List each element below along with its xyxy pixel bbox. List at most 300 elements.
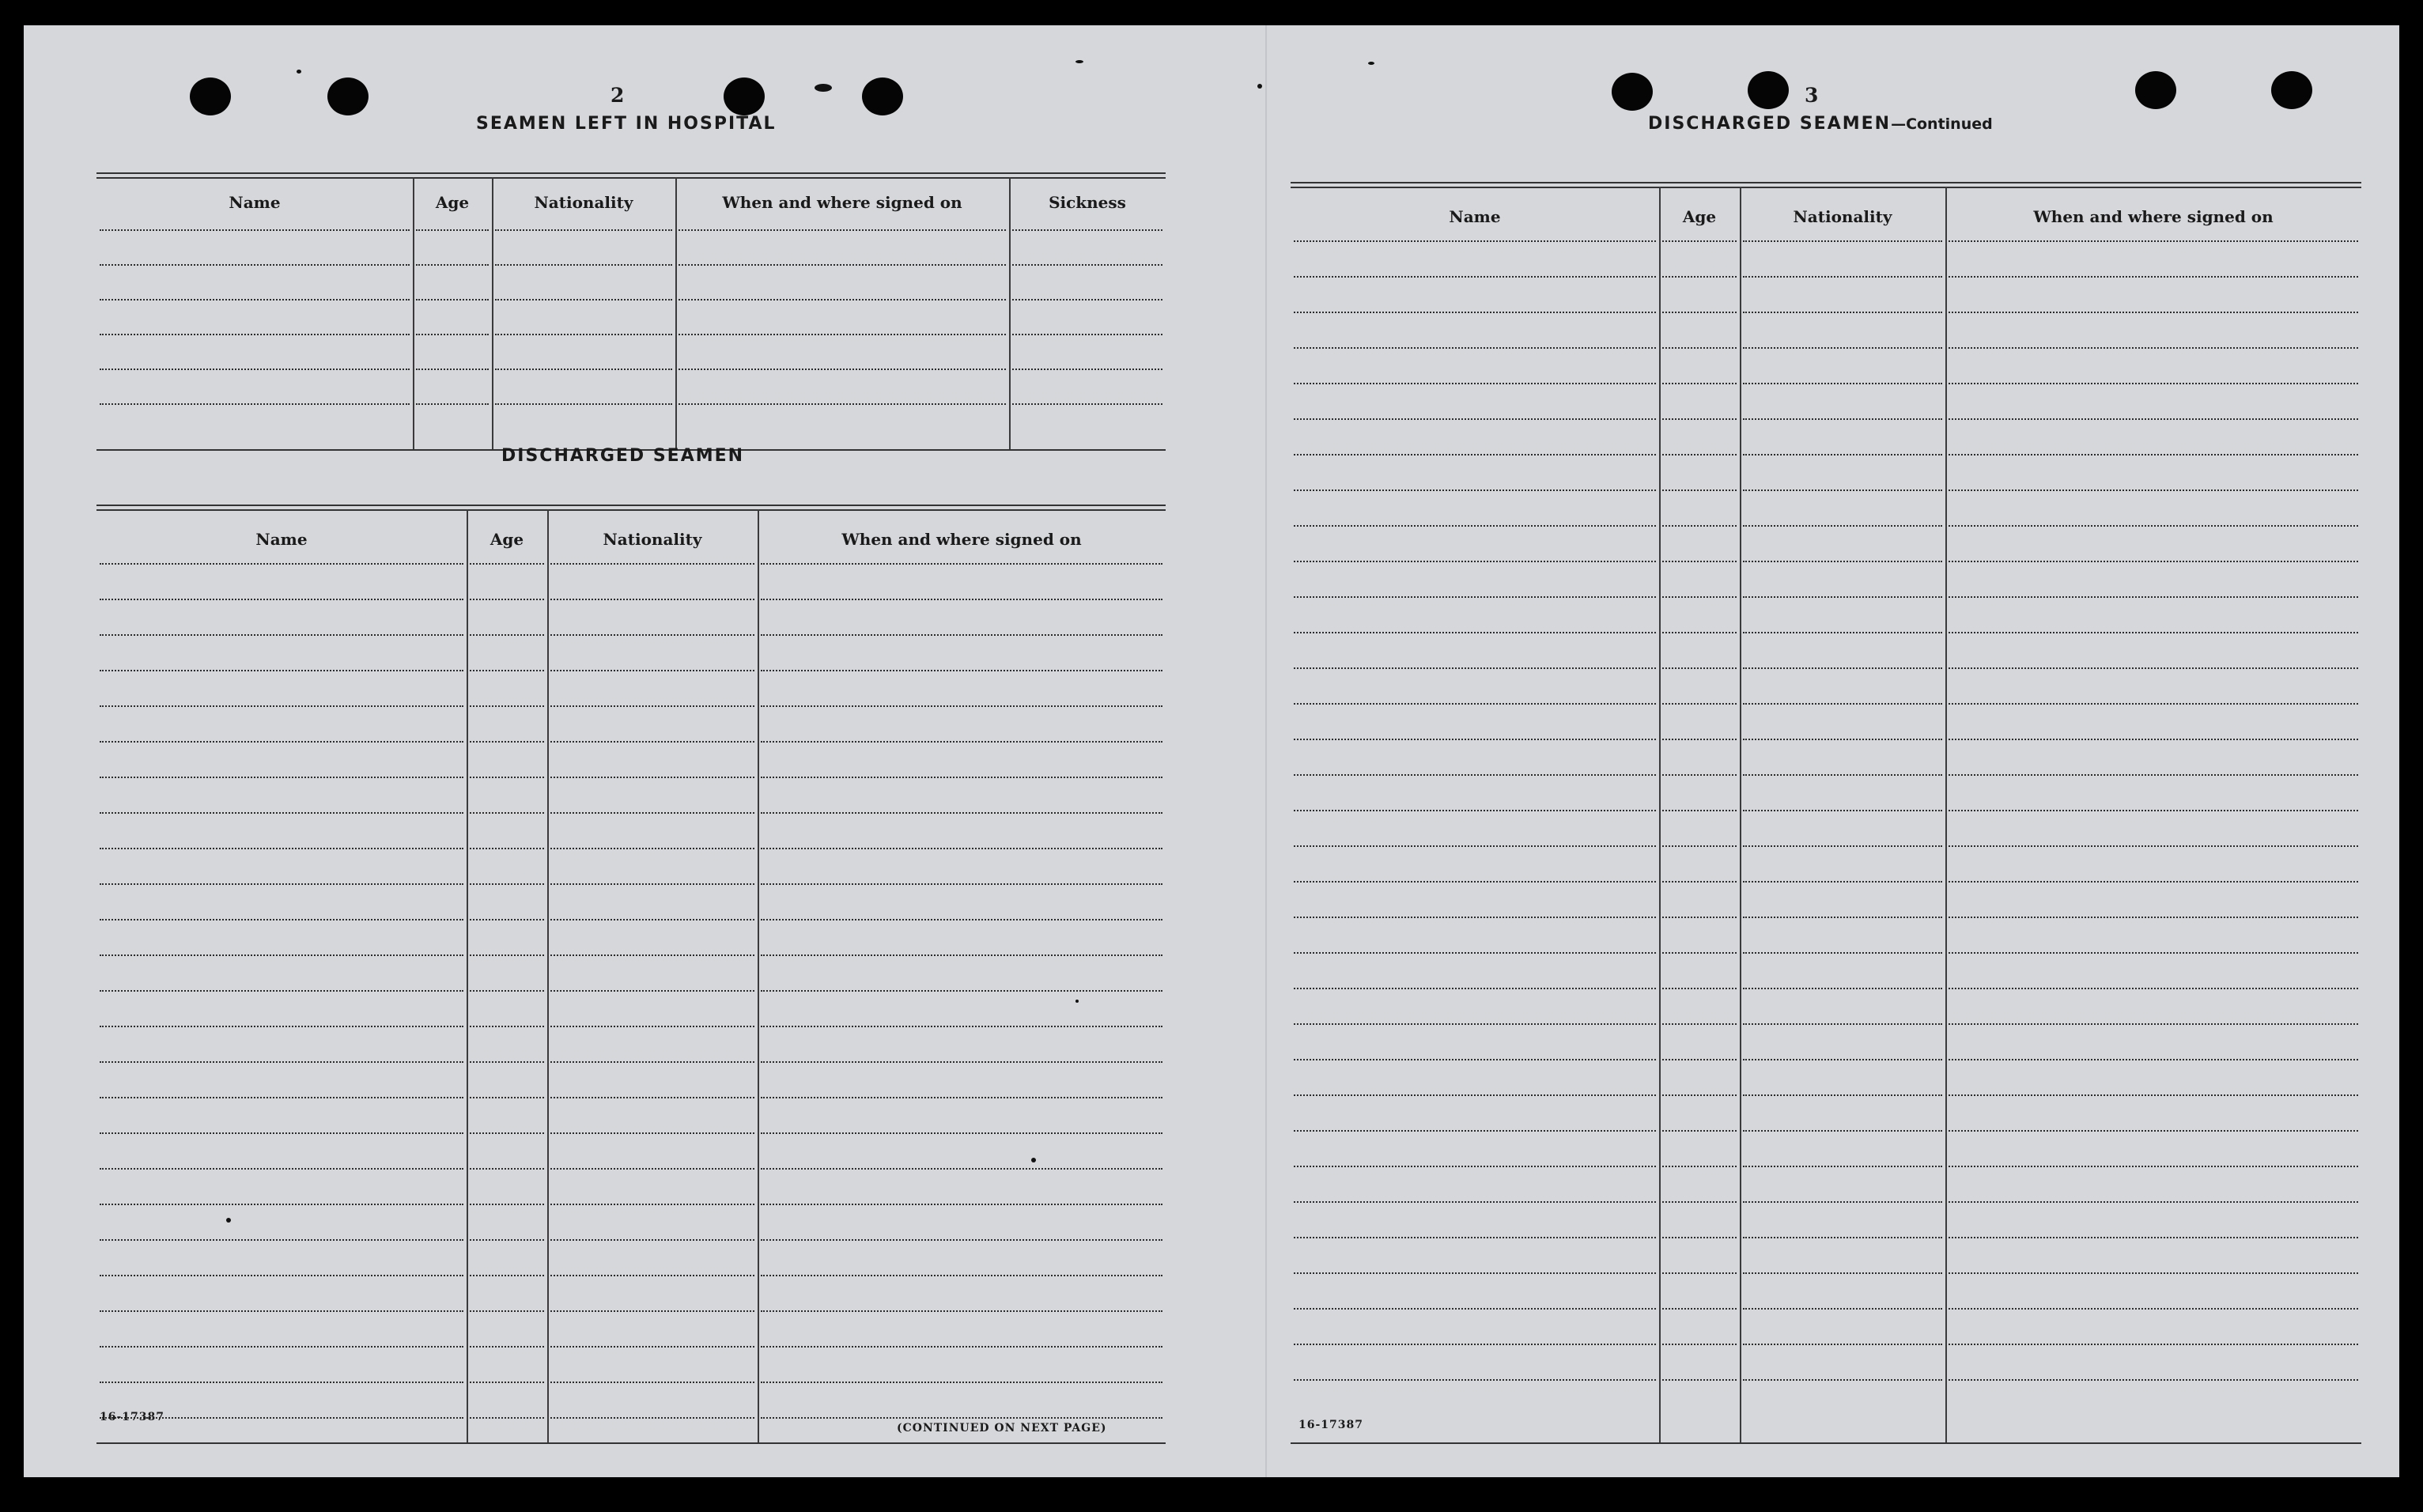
entry-line[interactable] — [1743, 1094, 1942, 1096]
entry-line[interactable] — [416, 264, 489, 266]
entry-line[interactable] — [100, 1168, 463, 1170]
entry-line[interactable] — [470, 848, 544, 849]
entry-line[interactable] — [470, 634, 544, 636]
entry-line[interactable] — [550, 1097, 754, 1098]
entry-line[interactable] — [761, 599, 1162, 600]
entry-line[interactable] — [761, 1132, 1162, 1134]
entry-line[interactable] — [679, 264, 1006, 266]
entry-line[interactable] — [1743, 383, 1942, 384]
column-divider — [547, 509, 549, 1442]
entry-line[interactable] — [1743, 667, 1942, 669]
entry-line[interactable] — [1012, 229, 1162, 231]
entry-line[interactable] — [1949, 561, 2358, 562]
entry-line[interactable] — [1294, 667, 1656, 669]
entry-line[interactable] — [1662, 881, 1737, 883]
entry-line[interactable] — [1743, 525, 1942, 527]
paper-speck — [1368, 62, 1374, 65]
entry-line[interactable] — [761, 812, 1162, 814]
entry-line[interactable] — [1949, 1166, 2358, 1167]
entry-line[interactable] — [550, 954, 754, 956]
entry-line[interactable] — [1743, 418, 1942, 420]
entry-line[interactable] — [1662, 845, 1737, 847]
entry-line[interactable] — [1743, 1272, 1942, 1274]
entry-line[interactable] — [495, 264, 672, 266]
entry-line[interactable] — [1662, 561, 1737, 562]
entry-line[interactable] — [100, 670, 463, 671]
entry-line[interactable] — [1949, 810, 2358, 811]
entry-line[interactable] — [1949, 276, 2358, 278]
entry-line[interactable] — [1012, 299, 1162, 301]
entry-line[interactable] — [1743, 774, 1942, 776]
entry-line[interactable] — [470, 1239, 544, 1241]
entry-line[interactable] — [416, 334, 489, 335]
entry-line[interactable] — [550, 599, 754, 600]
column-header: Nationality — [534, 193, 633, 212]
entry-line[interactable] — [761, 777, 1162, 778]
entry-line[interactable] — [1294, 774, 1656, 776]
entry-line[interactable] — [100, 883, 463, 885]
entry-line[interactable] — [1949, 1272, 2358, 1274]
entry-line[interactable] — [495, 299, 672, 301]
entry-line[interactable] — [1949, 347, 2358, 349]
entry-line[interactable] — [100, 299, 410, 301]
entry-line[interactable] — [470, 1204, 544, 1205]
entry-line[interactable] — [1949, 988, 2358, 989]
entry-line[interactable] — [761, 1026, 1162, 1027]
entry-line[interactable] — [761, 634, 1162, 636]
entry-line[interactable] — [470, 705, 544, 707]
column-header: Nationality — [1793, 207, 1892, 226]
entry-line[interactable] — [550, 741, 754, 743]
entry-line[interactable] — [470, 1061, 544, 1063]
entry-line[interactable] — [761, 1275, 1162, 1276]
entry-line[interactable] — [1949, 1379, 2358, 1381]
entry-line[interactable] — [1743, 632, 1942, 633]
entry-line[interactable] — [1949, 1023, 2358, 1025]
punch-hole — [724, 77, 765, 115]
entry-line[interactable] — [1294, 1059, 1656, 1060]
entry-line[interactable] — [761, 1061, 1162, 1063]
entry-line[interactable] — [550, 1132, 754, 1134]
entry-line[interactable] — [761, 1204, 1162, 1205]
entry-line[interactable] — [416, 229, 489, 231]
double-rule — [96, 172, 1166, 174]
entry-line[interactable] — [1743, 1130, 1942, 1132]
column-divider — [675, 177, 677, 449]
column-header: Age — [490, 530, 524, 549]
entry-line[interactable] — [1743, 1023, 1942, 1025]
entry-line[interactable] — [1949, 1059, 2358, 1060]
entry-line[interactable] — [1743, 1166, 1942, 1167]
entry-line[interactable] — [100, 705, 463, 707]
entry-line[interactable] — [1949, 1308, 2358, 1310]
column-divider — [1945, 187, 1947, 1442]
entry-line[interactable] — [550, 777, 754, 778]
entry-line[interactable] — [1949, 917, 2358, 918]
entry-line[interactable] — [100, 369, 410, 370]
entry-line[interactable] — [1662, 596, 1737, 598]
entry-line[interactable] — [100, 741, 463, 743]
entry-line[interactable] — [761, 1346, 1162, 1348]
entry-line[interactable] — [1294, 917, 1656, 918]
entry-line[interactable] — [1662, 1023, 1737, 1025]
entry-line[interactable] — [1662, 1166, 1737, 1167]
entry-line[interactable] — [1949, 1344, 2358, 1345]
punch-hole — [2271, 71, 2312, 109]
entry-line[interactable] — [470, 1310, 544, 1312]
entry-line[interactable] — [550, 812, 754, 814]
column-divider — [467, 509, 468, 1442]
entry-line[interactable] — [1662, 988, 1737, 989]
entry-line[interactable] — [761, 1168, 1162, 1170]
entry-line[interactable] — [1294, 632, 1656, 633]
entry-line[interactable] — [1743, 490, 1942, 491]
entry-line[interactable] — [100, 1346, 463, 1348]
entry-line[interactable] — [1949, 596, 2358, 598]
entry-line[interactable] — [1949, 383, 2358, 384]
entry-line[interactable] — [1294, 988, 1656, 989]
entry-line[interactable] — [470, 919, 544, 920]
entry-line[interactable] — [1294, 596, 1656, 598]
entry-line[interactable] — [1743, 1379, 1942, 1381]
entry-line[interactable] — [1743, 917, 1942, 918]
column-header: When and where signed on — [2033, 207, 2274, 226]
entry-line[interactable] — [1294, 347, 1656, 349]
entry-line[interactable] — [1949, 240, 2358, 242]
entry-line[interactable] — [1294, 1272, 1656, 1274]
entry-line[interactable] — [679, 403, 1006, 405]
entry-line[interactable] — [470, 1275, 544, 1276]
entry-line[interactable] — [1662, 525, 1737, 527]
entry-line[interactable] — [100, 1310, 463, 1312]
entry-line[interactable] — [1949, 952, 2358, 954]
entry-line[interactable] — [761, 1310, 1162, 1312]
entry-line[interactable] — [1662, 490, 1737, 491]
entry-line[interactable] — [1662, 1094, 1737, 1096]
entry-line[interactable] — [470, 1382, 544, 1383]
entry-line[interactable] — [1743, 703, 1942, 705]
entry-line[interactable] — [100, 1026, 463, 1027]
entry-line[interactable] — [470, 741, 544, 743]
entry-line[interactable] — [100, 1061, 463, 1063]
double-rule — [1291, 182, 2361, 183]
entry-line[interactable] — [761, 705, 1162, 707]
column-header: Sickness — [1049, 193, 1126, 212]
entry-line[interactable] — [1662, 347, 1737, 349]
entry-line[interactable] — [1949, 774, 2358, 776]
entry-line[interactable] — [470, 990, 544, 992]
column-divider — [758, 509, 759, 1442]
entry-line[interactable] — [1294, 1023, 1656, 1025]
entry-line[interactable] — [1949, 632, 2358, 633]
entry-line[interactable] — [470, 883, 544, 885]
entry-line[interactable] — [550, 1417, 754, 1419]
entry-line[interactable] — [1294, 1201, 1656, 1203]
entry-line[interactable] — [470, 1168, 544, 1170]
entry-line[interactable] — [1743, 454, 1942, 455]
entry-line[interactable] — [1662, 632, 1737, 633]
entry-line[interactable] — [1294, 1166, 1656, 1167]
entry-line[interactable] — [495, 369, 672, 370]
entry-line[interactable] — [1949, 703, 2358, 705]
entry-line[interactable] — [1662, 1272, 1737, 1274]
entry-line[interactable] — [1294, 525, 1656, 527]
entry-line[interactable] — [495, 334, 672, 335]
column-divider — [492, 177, 493, 449]
entry-line[interactable] — [679, 369, 1006, 370]
entry-line[interactable] — [550, 1275, 754, 1276]
entry-line[interactable] — [761, 1417, 1162, 1419]
entry-line[interactable] — [470, 812, 544, 814]
entry-line[interactable] — [1949, 490, 2358, 491]
entry-line[interactable] — [1949, 1201, 2358, 1203]
entry-line[interactable] — [550, 563, 754, 565]
entry-line[interactable] — [470, 954, 544, 956]
entry-line[interactable] — [1949, 454, 2358, 455]
entry-line[interactable] — [1949, 1130, 2358, 1132]
entry-line[interactable] — [1743, 312, 1942, 313]
entry-line[interactable] — [495, 229, 672, 231]
continued-title-text: DISCHARGED SEAMEN — [1648, 114, 1892, 134]
entry-line[interactable] — [1743, 881, 1942, 883]
entry-line[interactable] — [1662, 810, 1737, 811]
entry-line[interactable] — [550, 990, 754, 992]
entry-line[interactable] — [1949, 881, 2358, 883]
entry-line[interactable] — [100, 563, 463, 565]
double-rule — [96, 177, 1166, 179]
entry-line[interactable] — [1294, 490, 1656, 491]
entry-line[interactable] — [100, 848, 463, 849]
entry-line[interactable] — [761, 848, 1162, 849]
entry-line[interactable] — [470, 1346, 544, 1348]
entry-line[interactable] — [1294, 312, 1656, 313]
entry-line[interactable] — [1662, 312, 1737, 313]
entry-line[interactable] — [1294, 418, 1656, 420]
entry-line[interactable] — [1949, 312, 2358, 313]
entry-line[interactable] — [100, 334, 410, 335]
entry-line[interactable] — [100, 919, 463, 920]
column-header: Age — [1682, 207, 1717, 226]
discharged-continued-table — [1291, 152, 2361, 1444]
entry-line[interactable] — [550, 848, 754, 849]
entry-line[interactable] — [550, 1061, 754, 1063]
entry-line[interactable] — [550, 919, 754, 920]
entry-line[interactable] — [1743, 845, 1942, 847]
entry-line[interactable] — [550, 1204, 754, 1205]
entry-line[interactable] — [1294, 454, 1656, 455]
entry-line[interactable] — [1294, 810, 1656, 811]
entry-line[interactable] — [761, 563, 1162, 565]
paper-speck — [815, 84, 832, 92]
hospital-table — [96, 147, 1166, 463]
entry-line[interactable] — [100, 1132, 463, 1134]
entry-line[interactable] — [550, 1310, 754, 1312]
entry-line[interactable] — [100, 264, 410, 266]
entry-line[interactable] — [470, 1417, 544, 1419]
entry-line[interactable] — [1743, 1344, 1942, 1345]
paper-speck — [1257, 84, 1262, 89]
entry-line[interactable] — [761, 883, 1162, 885]
entry-line[interactable] — [1294, 1130, 1656, 1132]
entry-line[interactable] — [550, 1346, 754, 1348]
entry-line[interactable] — [1949, 739, 2358, 740]
entry-line[interactable] — [1662, 1130, 1737, 1132]
entry-line[interactable] — [100, 1097, 463, 1098]
punch-hole — [1612, 73, 1653, 111]
entry-line[interactable] — [416, 403, 489, 405]
entry-line[interactable] — [1662, 240, 1737, 242]
entry-line[interactable] — [1012, 369, 1162, 370]
entry-line[interactable] — [1949, 845, 2358, 847]
entry-line[interactable] — [1012, 334, 1162, 335]
entry-line[interactable] — [1662, 774, 1737, 776]
entry-line[interactable] — [1743, 276, 1942, 278]
entry-line[interactable] — [550, 634, 754, 636]
entry-line[interactable] — [1662, 1237, 1737, 1238]
entry-line[interactable] — [416, 369, 489, 370]
entry-line[interactable] — [1294, 739, 1656, 740]
entry-line[interactable] — [1662, 1379, 1737, 1381]
entry-line[interactable] — [1662, 383, 1737, 384]
entry-line[interactable] — [470, 599, 544, 600]
column-header: Age — [435, 193, 470, 212]
entry-line[interactable] — [550, 1382, 754, 1383]
entry-line[interactable] — [679, 299, 1006, 301]
entry-line[interactable] — [1294, 845, 1656, 847]
entry-line[interactable] — [1294, 881, 1656, 883]
entry-line[interactable] — [100, 634, 463, 636]
entry-line[interactable] — [1662, 1201, 1737, 1203]
entry-line[interactable] — [761, 1097, 1162, 1098]
entry-line[interactable] — [1662, 1308, 1737, 1310]
entry-line[interactable] — [761, 954, 1162, 956]
entry-line[interactable] — [495, 403, 672, 405]
entry-line[interactable] — [100, 599, 463, 600]
entry-line[interactable] — [550, 1168, 754, 1170]
entry-line[interactable] — [1743, 1059, 1942, 1060]
entry-line[interactable] — [1662, 1344, 1737, 1345]
entry-line[interactable] — [1294, 276, 1656, 278]
entry-line[interactable] — [1662, 952, 1737, 954]
entry-line[interactable] — [100, 1382, 463, 1383]
entry-line[interactable] — [679, 334, 1006, 335]
continued-note: (CONTINUED ON NEXT PAGE) — [897, 1422, 1107, 1435]
punch-hole — [190, 77, 231, 115]
entry-line[interactable] — [1949, 1237, 2358, 1238]
entry-line[interactable] — [1294, 1379, 1656, 1381]
entry-line[interactable] — [761, 1239, 1162, 1241]
entry-line[interactable] — [1743, 596, 1942, 598]
document-sheet — [24, 25, 2399, 1477]
entry-line[interactable] — [1743, 561, 1942, 562]
entry-line[interactable] — [1743, 240, 1942, 242]
entry-line[interactable] — [550, 670, 754, 671]
entry-line[interactable] — [1662, 739, 1737, 740]
entry-line[interactable] — [1949, 525, 2358, 527]
entry-line[interactable] — [470, 1026, 544, 1027]
entry-line[interactable] — [470, 670, 544, 671]
entry-line[interactable] — [470, 1097, 544, 1098]
entry-line[interactable] — [1949, 418, 2358, 420]
entry-line[interactable] — [761, 670, 1162, 671]
discharged-table — [96, 476, 1166, 1444]
entry-line[interactable] — [470, 1132, 544, 1134]
entry-line[interactable] — [1662, 667, 1737, 669]
entry-line[interactable] — [1743, 347, 1942, 349]
entry-line[interactable] — [761, 1382, 1162, 1383]
entry-line[interactable] — [1294, 1344, 1656, 1345]
entry-line[interactable] — [1294, 561, 1656, 562]
entry-line[interactable] — [550, 883, 754, 885]
column-header: Name — [1449, 207, 1501, 226]
entry-line[interactable] — [1743, 1308, 1942, 1310]
entry-line[interactable] — [550, 1239, 754, 1241]
entry-line[interactable] — [100, 812, 463, 814]
punch-hole — [327, 77, 369, 115]
entry-line[interactable] — [1012, 403, 1162, 405]
entry-line[interactable] — [761, 919, 1162, 920]
entry-line[interactable] — [1949, 1094, 2358, 1096]
entry-line[interactable] — [1662, 703, 1737, 705]
column-divider — [1009, 177, 1011, 449]
entry-line[interactable] — [1743, 952, 1942, 954]
entry-line[interactable] — [1662, 917, 1737, 918]
entry-line[interactable] — [1294, 703, 1656, 705]
entry-line[interactable] — [470, 563, 544, 565]
entry-line[interactable] — [416, 299, 489, 301]
entry-line[interactable] — [761, 990, 1162, 992]
entry-line[interactable] — [1294, 1094, 1656, 1096]
entry-line[interactable] — [1949, 667, 2358, 669]
entry-line[interactable] — [1743, 1201, 1942, 1203]
entry-line[interactable] — [1012, 264, 1162, 266]
entry-line[interactable] — [1743, 988, 1942, 989]
entry-line[interactable] — [100, 1239, 463, 1241]
entry-line[interactable] — [470, 777, 544, 778]
entry-line[interactable] — [1743, 739, 1942, 740]
discharged-section-title: DISCHARGED SEAMEN — [501, 446, 745, 466]
entry-line[interactable] — [100, 403, 410, 405]
entry-line[interactable] — [100, 1275, 463, 1276]
entry-line[interactable] — [1294, 240, 1656, 242]
double-rule — [1291, 187, 2361, 188]
entry-line[interactable] — [761, 741, 1162, 743]
entry-line[interactable] — [1743, 810, 1942, 811]
continued-title-suffix: —Continued — [1891, 115, 1993, 133]
entry-line[interactable] — [1294, 383, 1656, 384]
entry-line[interactable] — [1662, 276, 1737, 278]
entry-line[interactable] — [679, 229, 1006, 231]
entry-line[interactable] — [1294, 1308, 1656, 1310]
entry-line[interactable] — [100, 229, 410, 231]
left-form-number: 16-17387 — [100, 1411, 164, 1423]
entry-line[interactable] — [1743, 1237, 1942, 1238]
entry-line[interactable] — [100, 990, 463, 992]
entry-line[interactable] — [1662, 418, 1737, 420]
entry-line[interactable] — [1662, 454, 1737, 455]
entry-line[interactable] — [1294, 1237, 1656, 1238]
entry-line[interactable] — [1662, 1059, 1737, 1060]
entry-line[interactable] — [550, 705, 754, 707]
paper-speck — [1075, 60, 1083, 63]
entry-line[interactable] — [100, 1204, 463, 1205]
column-divider — [1659, 187, 1661, 1442]
entry-line[interactable] — [550, 1026, 754, 1027]
entry-line[interactable] — [100, 954, 463, 956]
right-form-number: 16-17387 — [1298, 1419, 1363, 1431]
entry-line[interactable] — [1294, 952, 1656, 954]
entry-line[interactable] — [100, 777, 463, 778]
